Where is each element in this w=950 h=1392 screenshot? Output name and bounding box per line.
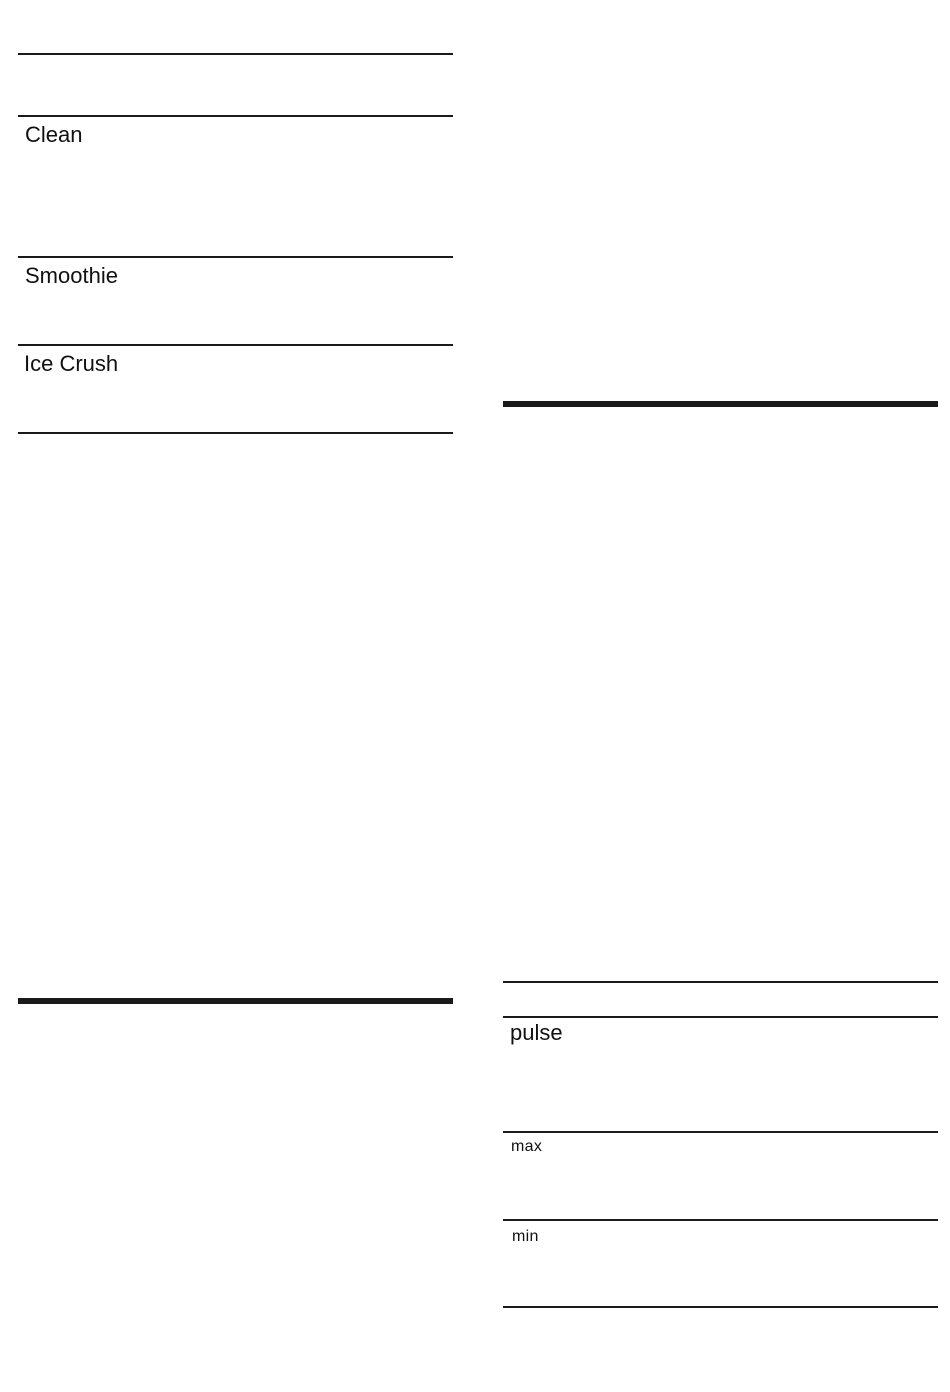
left-table-bottom-rule [18, 432, 453, 434]
program-label-ice-crush: Ice Crush [24, 351, 119, 376]
right-table-header-rule [503, 1016, 938, 1018]
left-table-row-rule [18, 256, 453, 258]
right-section-divider [503, 401, 938, 407]
speed-label-min: min [512, 1228, 539, 1245]
program-label-clean: Clean [25, 122, 83, 147]
left-table-top-rule [18, 53, 453, 55]
speed-label-pulse: pulse [510, 1020, 563, 1045]
speed-label-max: max [511, 1138, 543, 1155]
left-table-header-rule [18, 115, 453, 117]
right-table-row-rule [503, 1131, 938, 1133]
right-table-row-rule [503, 1219, 938, 1221]
right-table-bottom-rule [503, 1306, 938, 1308]
left-section-divider [18, 998, 453, 1004]
right-table-top-rule [503, 981, 938, 983]
left-table-row-rule [18, 344, 453, 346]
program-label-smoothie: Smoothie [25, 263, 118, 288]
